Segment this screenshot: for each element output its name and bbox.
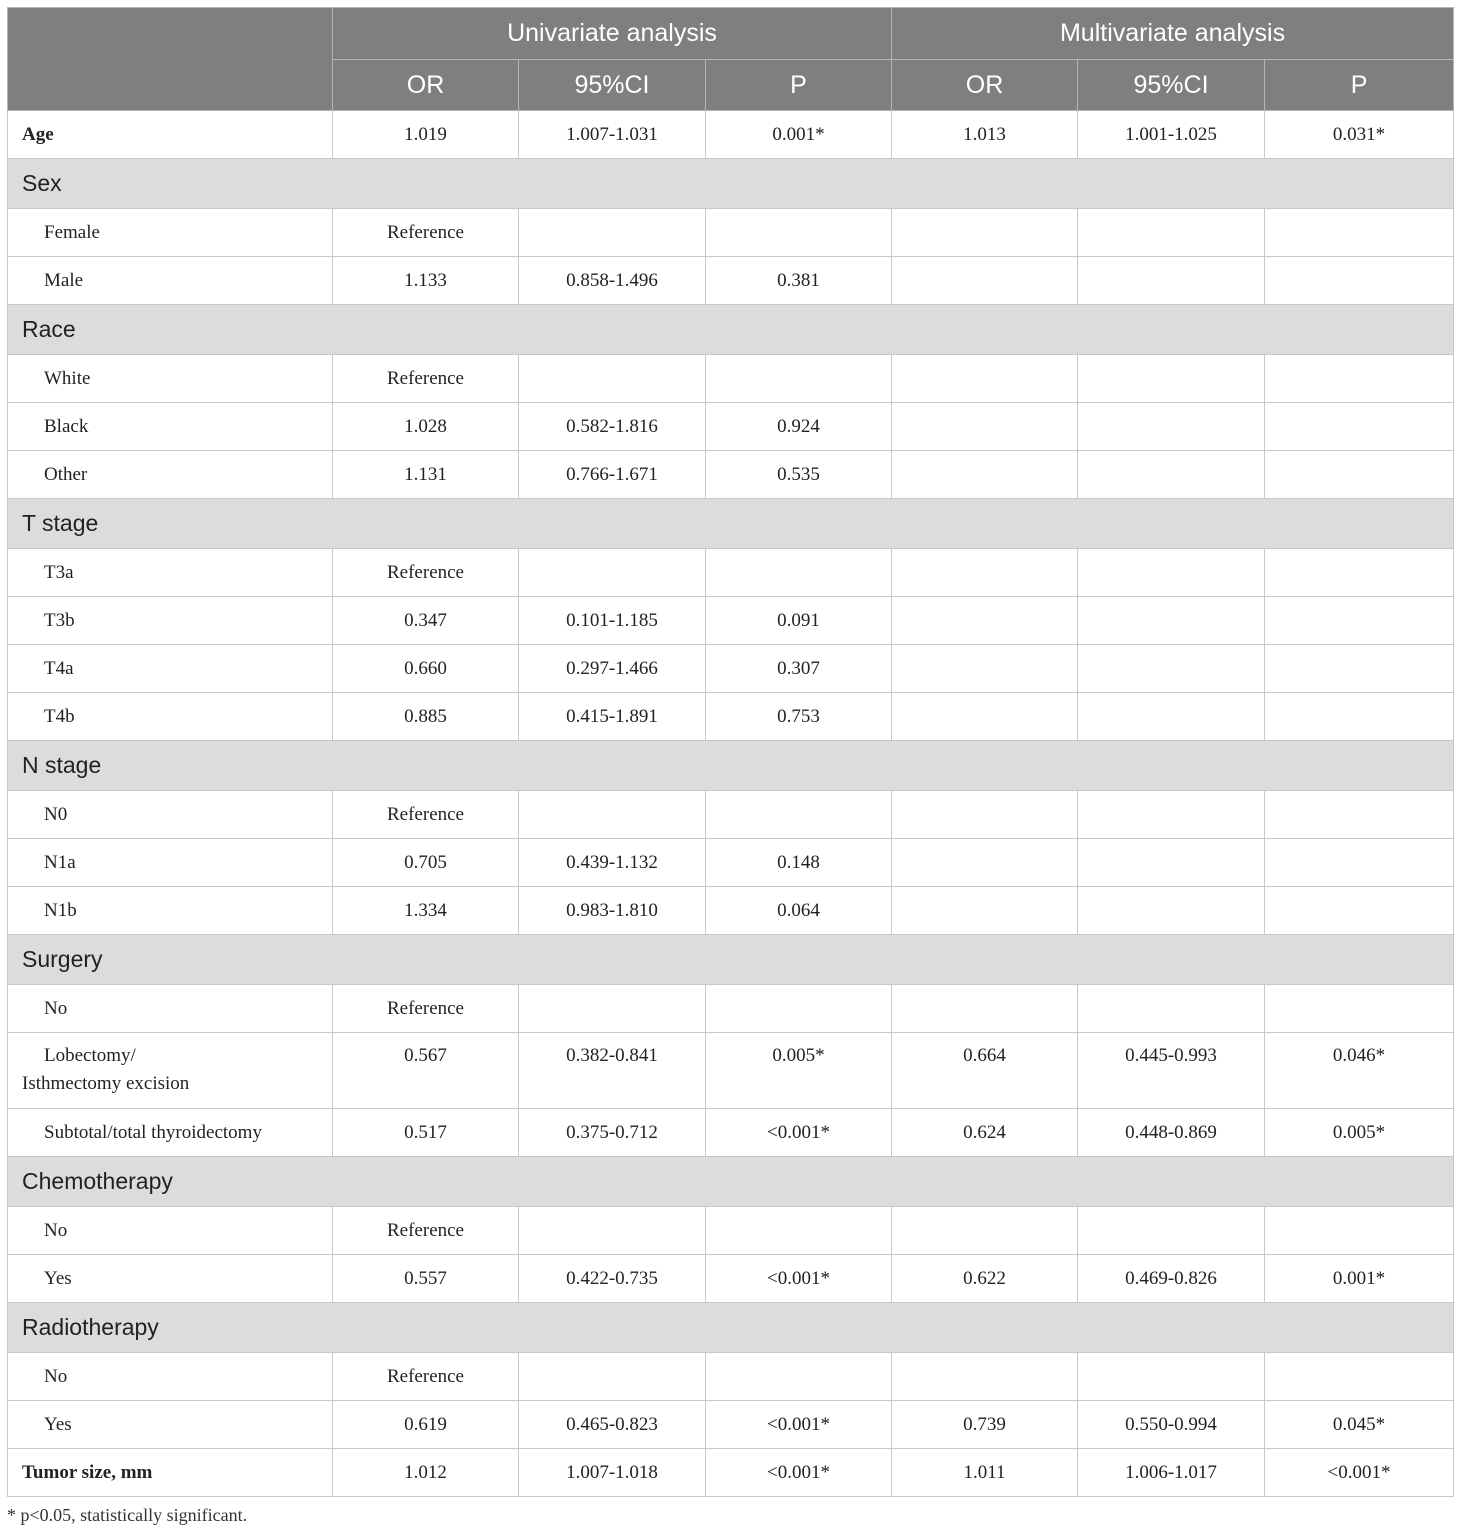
u-p-cell (706, 549, 892, 597)
header-u-or: OR (333, 60, 519, 111)
m-or-cell: 1.011 (892, 1449, 1078, 1497)
m-ci-cell: 1.006-1.017 (1078, 1449, 1265, 1497)
m-ci-cell (1078, 985, 1265, 1033)
m-p-cell: 0.045* (1265, 1401, 1454, 1449)
u-or-cell: Reference (333, 355, 519, 403)
m-p-cell: <0.001* (1265, 1449, 1454, 1497)
m-p-cell (1265, 791, 1454, 839)
row-label (8, 1033, 333, 1109)
m-p-cell (1265, 403, 1454, 451)
category-row-chemotherapy (8, 1157, 1454, 1207)
u-ci-cell: 0.422-0.735 (519, 1255, 706, 1303)
row-label: T3b (8, 597, 333, 645)
m-ci-cell (1078, 257, 1265, 305)
category-row-t-stage (8, 499, 1454, 549)
m-or-cell (892, 549, 1078, 597)
row-label: Black (8, 403, 333, 451)
u-ci-cell: 0.858-1.496 (519, 257, 706, 305)
category-label: T stage (8, 499, 1454, 549)
m-ci-cell (1078, 693, 1265, 741)
u-or-cell: Reference (333, 985, 519, 1033)
table-row-female (8, 209, 1454, 257)
m-or-cell: 0.739 (892, 1401, 1078, 1449)
table-row-subtotal (8, 1109, 1454, 1157)
u-ci-cell (519, 1207, 706, 1255)
table-row-chemo-no (8, 1207, 1454, 1255)
row-label: N1a (8, 839, 333, 887)
table-row-other (8, 451, 1454, 499)
category-row-radiotherapy (8, 1303, 1454, 1353)
u-ci-cell: 1.007-1.018 (519, 1449, 706, 1497)
header-u-p: P (706, 60, 892, 111)
m-ci-cell (1078, 645, 1265, 693)
table-row-t4a (8, 645, 1454, 693)
m-ci-cell (1078, 451, 1265, 499)
row-label: Subtotal/total thyroidectomy (8, 1109, 333, 1157)
u-or-cell: 0.517 (333, 1109, 519, 1157)
table-row-n1a (8, 839, 1454, 887)
u-p-cell: 0.064 (706, 887, 892, 935)
m-or-cell (892, 403, 1078, 451)
category-label: Chemotherapy (8, 1157, 1454, 1207)
table-row-t4b (8, 693, 1454, 741)
u-p-cell: <0.001* (706, 1255, 892, 1303)
m-or-cell (892, 887, 1078, 935)
u-or-cell: Reference (333, 791, 519, 839)
category-label: Race (8, 305, 1454, 355)
u-or-cell: 1.133 (333, 257, 519, 305)
u-p-cell (706, 791, 892, 839)
row-label: No (8, 1353, 333, 1401)
m-or-cell (892, 597, 1078, 645)
category-row-race (8, 305, 1454, 355)
m-ci-cell (1078, 209, 1265, 257)
u-ci-cell: 0.766-1.671 (519, 451, 706, 499)
m-ci-cell: 0.445-0.993 (1078, 1033, 1265, 1109)
u-or-cell: 1.028 (333, 403, 519, 451)
regression-table (7, 7, 1454, 1497)
table-row-radio-yes (8, 1401, 1454, 1449)
m-or-cell (892, 693, 1078, 741)
table-row-male (8, 257, 1454, 305)
m-p-cell: 0.046* (1265, 1033, 1454, 1109)
m-p-cell (1265, 693, 1454, 741)
table-row-n0 (8, 791, 1454, 839)
u-p-cell (706, 1353, 892, 1401)
m-ci-cell (1078, 355, 1265, 403)
row-label-line1: Lobectomy/ (44, 1045, 136, 1066)
u-ci-cell (519, 1353, 706, 1401)
u-or-cell: 0.347 (333, 597, 519, 645)
u-p-cell: <0.001* (706, 1401, 892, 1449)
u-or-cell: 0.619 (333, 1401, 519, 1449)
u-p-cell: 0.535 (706, 451, 892, 499)
m-ci-cell: 0.448-0.869 (1078, 1109, 1265, 1157)
m-p-cell (1265, 645, 1454, 693)
u-p-cell: 0.148 (706, 839, 892, 887)
table-row-lobectomy (8, 1033, 1454, 1109)
m-ci-cell: 0.469-0.826 (1078, 1255, 1265, 1303)
row-label: Yes (8, 1401, 333, 1449)
u-p-cell: 0.001* (706, 111, 892, 159)
table-row-white (8, 355, 1454, 403)
category-label: Surgery (8, 935, 1454, 985)
row-label: Yes (8, 1255, 333, 1303)
m-or-cell: 1.013 (892, 111, 1078, 159)
m-or-cell: 0.622 (892, 1255, 1078, 1303)
category-label: Radiotherapy (8, 1303, 1454, 1353)
m-p-cell (1265, 549, 1454, 597)
u-p-cell (706, 209, 892, 257)
u-or-cell: 0.567 (333, 1033, 519, 1109)
u-p-cell: <0.001* (706, 1449, 892, 1497)
row-label: T3a (8, 549, 333, 597)
m-ci-cell (1078, 839, 1265, 887)
m-p-cell (1265, 887, 1454, 935)
table-row-radio-no (8, 1353, 1454, 1401)
m-ci-cell (1078, 887, 1265, 935)
table-row-surgery-no (8, 985, 1454, 1033)
m-or-cell (892, 1207, 1078, 1255)
m-p-cell: 0.031* (1265, 111, 1454, 159)
row-label: Tumor size, mm (8, 1449, 333, 1497)
u-or-cell: 1.131 (333, 451, 519, 499)
u-ci-cell: 0.101-1.185 (519, 597, 706, 645)
m-or-cell: 0.664 (892, 1033, 1078, 1109)
m-ci-cell (1078, 791, 1265, 839)
u-ci-cell: 1.007-1.031 (519, 111, 706, 159)
header-m-ci: 95%CI (1078, 60, 1265, 111)
u-ci-cell: 0.297-1.466 (519, 645, 706, 693)
header-u-ci: 95%CI (519, 60, 706, 111)
u-ci-cell: 0.382-0.841 (519, 1033, 706, 1109)
table-row-t3b (8, 597, 1454, 645)
row-label: White (8, 355, 333, 403)
m-or-cell (892, 791, 1078, 839)
u-p-cell: <0.001* (706, 1109, 892, 1157)
results-table-container (7, 7, 1453, 1526)
u-or-cell: 1.019 (333, 111, 519, 159)
u-ci-cell (519, 985, 706, 1033)
table-row-age (8, 111, 1454, 159)
m-or-cell (892, 451, 1078, 499)
u-or-cell: 1.012 (333, 1449, 519, 1497)
category-row-surgery (8, 935, 1454, 985)
m-ci-cell (1078, 1353, 1265, 1401)
u-or-cell: Reference (333, 549, 519, 597)
row-label: Male (8, 257, 333, 305)
table-body (8, 111, 1454, 1497)
u-or-cell: Reference (333, 1207, 519, 1255)
u-or-cell: 0.885 (333, 693, 519, 741)
header-multivariate: Multivariate analysis (892, 8, 1454, 60)
row-label: N0 (8, 791, 333, 839)
m-or-cell (892, 839, 1078, 887)
u-or-cell: 0.557 (333, 1255, 519, 1303)
row-label: Other (8, 451, 333, 499)
m-ci-cell (1078, 597, 1265, 645)
row-label: No (8, 1207, 333, 1255)
u-p-cell (706, 985, 892, 1033)
table-row-tumor-size (8, 1449, 1454, 1497)
u-or-cell: Reference (333, 209, 519, 257)
category-row-n-stage (8, 741, 1454, 791)
u-or-cell: 0.660 (333, 645, 519, 693)
row-label: No (8, 985, 333, 1033)
u-ci-cell: 0.415-1.891 (519, 693, 706, 741)
row-label-line2: Isthmectomy excision (22, 1073, 190, 1094)
row-label: Age (8, 111, 333, 159)
m-or-cell (892, 355, 1078, 403)
m-ci-cell: 0.550-0.994 (1078, 1401, 1265, 1449)
m-p-cell (1265, 451, 1454, 499)
m-p-cell: 0.001* (1265, 1255, 1454, 1303)
category-row-sex (8, 159, 1454, 209)
m-p-cell (1265, 1353, 1454, 1401)
table-footnote: * p<0.05, statistically significant. (7, 1505, 248, 1525)
u-p-cell: 0.091 (706, 597, 892, 645)
table-header (8, 8, 1454, 111)
u-or-cell: 1.334 (333, 887, 519, 935)
m-ci-cell (1078, 403, 1265, 451)
u-ci-cell: 0.439-1.132 (519, 839, 706, 887)
row-label: N1b (8, 887, 333, 935)
m-p-cell (1265, 355, 1454, 403)
m-p-cell (1265, 839, 1454, 887)
row-label: T4b (8, 693, 333, 741)
u-ci-cell (519, 549, 706, 597)
m-or-cell (892, 645, 1078, 693)
u-ci-cell: 0.983-1.810 (519, 887, 706, 935)
u-p-cell: 0.381 (706, 257, 892, 305)
u-ci-cell (519, 791, 706, 839)
header-m-p: P (1265, 60, 1454, 111)
m-p-cell (1265, 985, 1454, 1033)
table-row-n1b (8, 887, 1454, 935)
m-or-cell (892, 257, 1078, 305)
u-p-cell: 0.924 (706, 403, 892, 451)
m-p-cell: 0.005* (1265, 1109, 1454, 1157)
m-p-cell (1265, 257, 1454, 305)
m-p-cell (1265, 597, 1454, 645)
table-row-t3a (8, 549, 1454, 597)
m-or-cell (892, 985, 1078, 1033)
m-p-cell (1265, 1207, 1454, 1255)
u-or-cell: 0.705 (333, 839, 519, 887)
m-or-cell: 0.624 (892, 1109, 1078, 1157)
header-univariate: Univariate analysis (333, 8, 892, 60)
u-ci-cell (519, 209, 706, 257)
row-label: Female (8, 209, 333, 257)
table-row-chemo-yes (8, 1255, 1454, 1303)
m-ci-cell (1078, 1207, 1265, 1255)
u-ci-cell: 0.375-0.712 (519, 1109, 706, 1157)
u-p-cell (706, 1207, 892, 1255)
m-or-cell (892, 1353, 1078, 1401)
header-m-or: OR (892, 60, 1078, 111)
u-p-cell: 0.307 (706, 645, 892, 693)
header-blank-cell (8, 8, 333, 111)
m-ci-cell (1078, 549, 1265, 597)
m-p-cell (1265, 209, 1454, 257)
m-ci-cell: 1.001-1.025 (1078, 111, 1265, 159)
category-label: N stage (8, 741, 1454, 791)
m-or-cell (892, 209, 1078, 257)
category-label: Sex (8, 159, 1454, 209)
u-ci-cell (519, 355, 706, 403)
table-row-black (8, 403, 1454, 451)
u-ci-cell: 0.465-0.823 (519, 1401, 706, 1449)
u-p-cell: 0.005* (706, 1033, 892, 1109)
u-p-cell: 0.753 (706, 693, 892, 741)
u-or-cell: Reference (333, 1353, 519, 1401)
u-p-cell (706, 355, 892, 403)
row-label: T4a (8, 645, 333, 693)
u-ci-cell: 0.582-1.816 (519, 403, 706, 451)
